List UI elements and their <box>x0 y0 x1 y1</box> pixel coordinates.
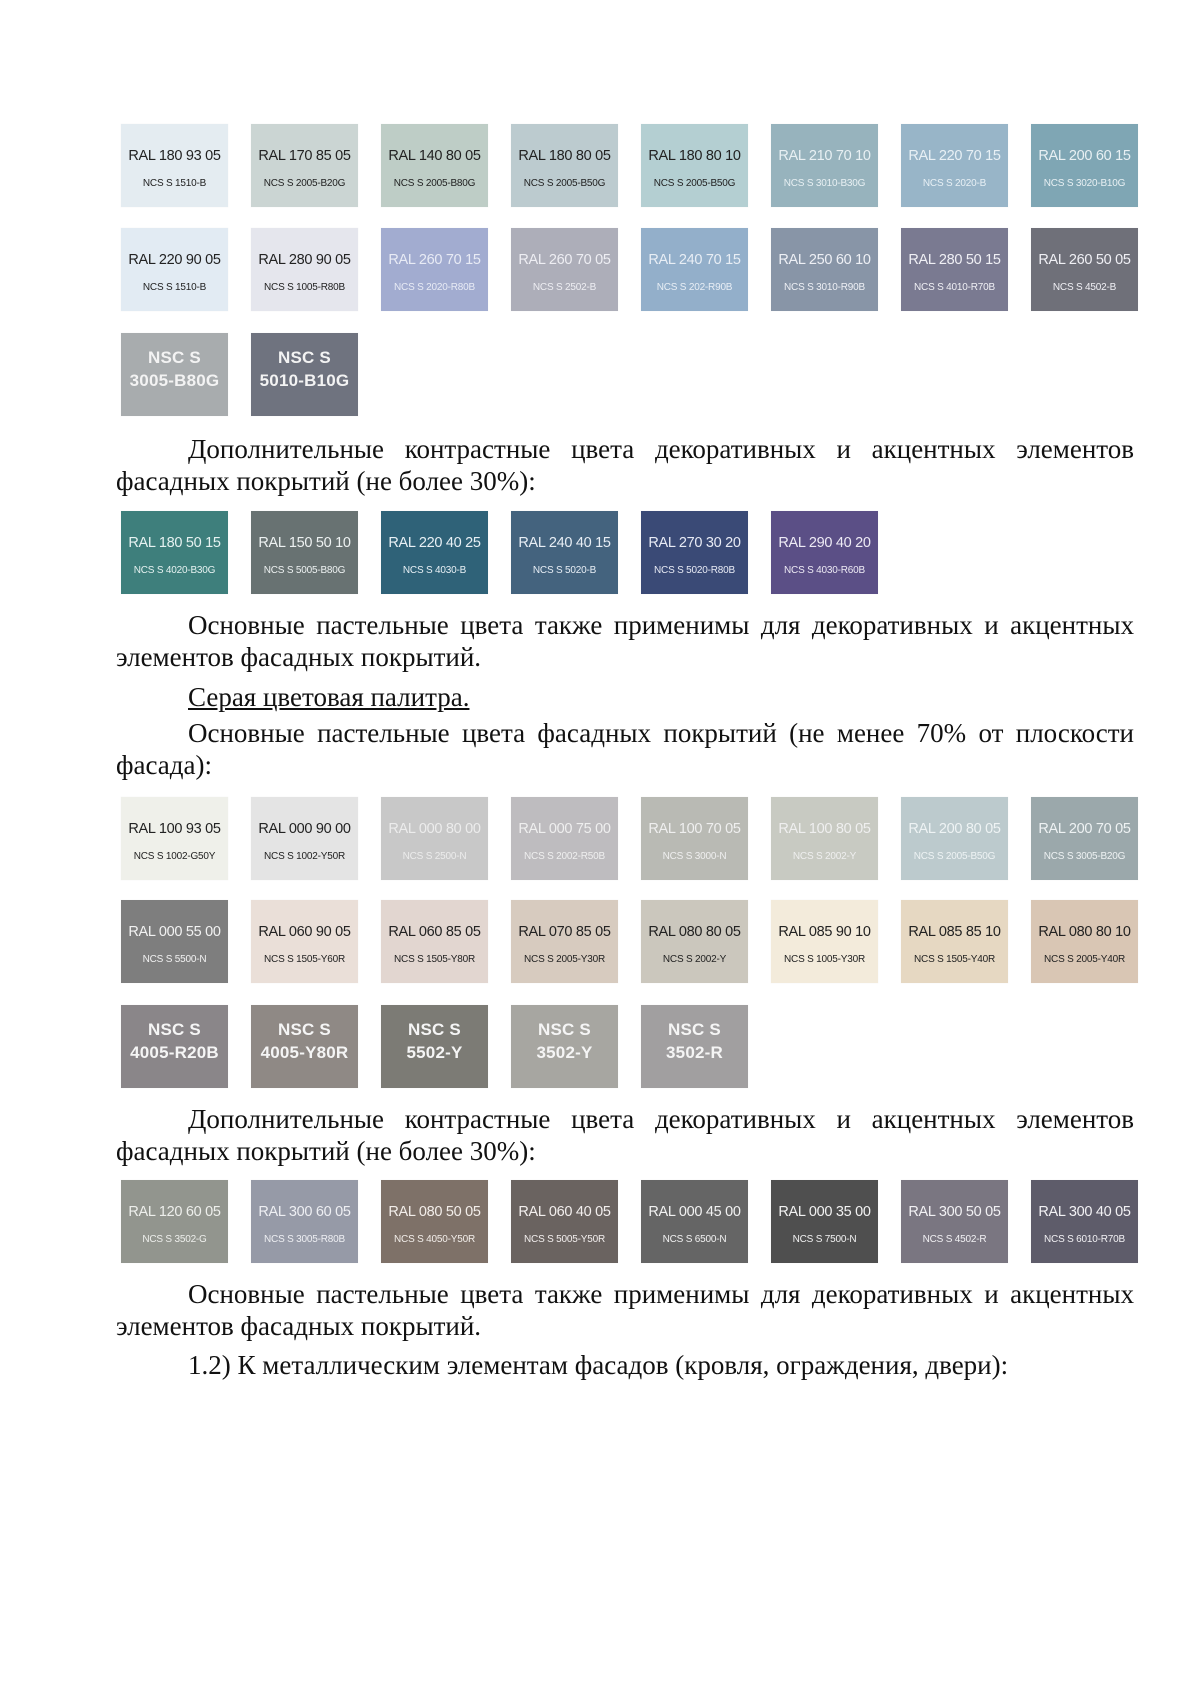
swatch-ncs-code: NCS S 1510-B <box>142 178 207 189</box>
color-swatch <box>901 900 1008 983</box>
swatch-ncs-code: NCS S 2005-Y40R <box>1044 954 1125 965</box>
swatch-ral-code: RAL 000 80 00 <box>388 821 481 837</box>
swatch-ncs-code: NCS S 1005-R80B <box>264 282 345 293</box>
swatch-ral-code: RAL 290 40 20 <box>778 535 871 551</box>
color-swatch <box>771 124 878 207</box>
color-swatch <box>121 124 228 207</box>
color-swatch <box>901 228 1008 311</box>
swatch-ral-code: RAL 140 80 05 <box>388 148 481 164</box>
swatch-ncs-code: NCS S 2002-R50B <box>524 851 605 862</box>
paragraph-contrast-2: Дополнительные контрастные цвета декоративных и акцентных элементов фасадных покрытий (не более 30%): <box>116 1104 1134 1166</box>
swatch-ral-code: RAL 180 80 10 <box>648 148 741 164</box>
swatch-ral-code: RAL 300 60 05 <box>258 1204 351 1220</box>
swatch-ral-code: RAL 080 80 05 <box>648 924 741 940</box>
swatch-ncs-code: NCS S 2002-Y <box>662 954 727 965</box>
color-swatch <box>381 1005 488 1088</box>
color-swatch <box>251 797 358 880</box>
swatch-ral-code: RAL 260 70 15 <box>388 252 481 268</box>
swatch-ncs-code: NCS S 2020-B <box>922 178 987 189</box>
color-swatch <box>381 124 488 207</box>
swatch-ncs-code: NCS S 2502-B <box>532 282 597 293</box>
swatch-label-line2: 4005-R20B <box>130 1043 219 1062</box>
paragraph-contrast-1: Дополнительные контрастные цвета декоративных и акцентных элементов фасадных покрытий (не более 30%): <box>116 434 1134 496</box>
swatch-label-line1: NSC S <box>408 1020 461 1039</box>
swatch-ral-code: RAL 250 60 10 <box>778 252 871 268</box>
swatch-ncs-code: NCS S 2005-B50G <box>653 178 736 189</box>
swatch-label-line1: NSC S <box>668 1020 721 1039</box>
swatch-label-line1: NSC S <box>278 348 331 367</box>
swatch-ncs-code: NCS S 1505-Y80R <box>394 954 475 965</box>
color-swatch <box>1031 228 1138 311</box>
swatch-ral-code: RAL 240 70 15 <box>648 252 741 268</box>
swatch-ral-code: RAL 220 40 25 <box>388 535 481 551</box>
color-swatch <box>251 228 358 311</box>
swatch-ral-code: RAL 180 80 05 <box>518 148 611 164</box>
swatch-ncs-code: NCS S 2005-Y30R <box>524 954 605 965</box>
swatch-ncs-code: NCS S 4502-R <box>922 1234 987 1245</box>
swatch-ral-code: RAL 060 40 05 <box>518 1204 611 1220</box>
swatch-ncs-code: NCS S 3010-B30G <box>783 178 866 189</box>
swatch-ral-code: RAL 200 70 05 <box>1038 821 1131 837</box>
swatch-ral-code: RAL 000 75 00 <box>518 821 611 837</box>
color-swatch <box>641 1180 748 1263</box>
swatch-label-line1: NSC S <box>278 1020 331 1039</box>
swatch-ral-code: RAL 070 85 05 <box>518 924 611 940</box>
swatch-ncs-code: NCS S 2005-B80G <box>393 178 476 189</box>
swatch-ncs-code: NCS S 3005-B20G <box>1043 851 1126 862</box>
color-swatch <box>121 1005 228 1088</box>
swatch-ral-code: RAL 210 70 10 <box>778 148 871 164</box>
swatch-ral-code: RAL 280 50 15 <box>908 252 1001 268</box>
color-swatch <box>121 228 228 311</box>
color-swatch <box>771 1180 878 1263</box>
color-swatch <box>641 511 748 594</box>
swatch-ral-code: RAL 220 90 05 <box>128 252 221 268</box>
swatch-ncs-code: NCS S 3502-G <box>142 1234 207 1245</box>
swatch-ral-code: RAL 240 40 15 <box>518 535 611 551</box>
swatch-ral-code: RAL 300 40 05 <box>1038 1204 1131 1220</box>
swatch-ral-code: RAL 000 45 00 <box>648 1204 741 1220</box>
paragraph-pastel-main-2: Основные пастельные цвета фасадных покрытий (не менее 70% от плоскости фасада): <box>116 718 1134 780</box>
section-heading-gray-palette: Серая цветовая палитра. <box>188 682 470 712</box>
swatch-ncs-code: NCS S 4030-R60B <box>784 565 865 576</box>
swatch-ncs-code: NCS S 4010-R70B <box>914 282 995 293</box>
swatch-ral-code: RAL 000 55 00 <box>128 924 221 940</box>
swatch-ral-code: RAL 280 90 05 <box>258 252 351 268</box>
swatch-ral-code: RAL 080 50 05 <box>388 1204 481 1220</box>
swatch-label-line2: 3502-Y <box>536 1043 593 1062</box>
swatch-ncs-code: NCS S 2005-B50G <box>913 851 996 862</box>
color-swatch <box>641 797 748 880</box>
swatch-ral-code: RAL 060 90 05 <box>258 924 351 940</box>
color-swatch <box>1031 900 1138 983</box>
color-swatch <box>901 124 1008 207</box>
swatch-ral-code: RAL 260 50 05 <box>1038 252 1131 268</box>
swatch-ncs-code: NCS S 202-R90B <box>656 282 733 293</box>
swatch-ral-code: RAL 170 85 05 <box>258 148 351 164</box>
swatch-ncs-code: NCS S 4030-B <box>402 565 467 576</box>
swatch-ncs-code: NCS S 1002-G50Y <box>133 851 216 862</box>
swatch-ncs-code: NCS S 2005-B50G <box>523 178 606 189</box>
color-swatch <box>511 900 618 983</box>
color-swatch <box>511 228 618 311</box>
color-swatch <box>771 511 878 594</box>
color-swatch <box>901 797 1008 880</box>
swatch-ncs-code: NCS S 7500-N <box>792 1234 857 1245</box>
swatch-label-line2: 3005-B80G <box>129 371 220 390</box>
color-swatch <box>1031 1180 1138 1263</box>
color-swatch <box>121 511 228 594</box>
swatch-ncs-code: NCS S 1505-Y60R <box>264 954 345 965</box>
paragraph-metal-elements: 1.2) К металлическим элементам фасадов (кровля, ограждения, двери): <box>188 1350 1009 1380</box>
color-swatch <box>121 797 228 880</box>
color-swatch <box>251 1180 358 1263</box>
swatch-ral-code: RAL 120 60 05 <box>128 1204 221 1220</box>
swatch-label-line1: NSC S <box>148 1020 201 1039</box>
swatch-label-line2: 5502-Y <box>406 1043 463 1062</box>
color-swatch <box>1031 124 1138 207</box>
swatch-ral-code: RAL 100 70 05 <box>648 821 741 837</box>
swatch-ncs-code: NCS S 5005-B80G <box>263 565 346 576</box>
color-swatch <box>381 228 488 311</box>
swatch-ncs-code: NCS S 5020-B <box>532 565 597 576</box>
swatch-ncs-code: NCS S 5500-N <box>142 954 207 965</box>
swatch-ncs-code: NCS S 4050-Y50R <box>394 1234 475 1245</box>
color-swatch <box>381 511 488 594</box>
color-swatch <box>641 124 748 207</box>
swatch-ncs-code: NCS S 2500-N <box>402 851 467 862</box>
swatch-label-line2: 3502-R <box>666 1043 723 1062</box>
color-swatch <box>381 900 488 983</box>
swatch-label-line1: NSC S <box>538 1020 591 1039</box>
color-swatch <box>121 1180 228 1263</box>
swatch-label-line2: 4005-Y80R <box>260 1043 349 1062</box>
color-swatch <box>511 797 618 880</box>
swatch-label-line1: NSC S <box>148 348 201 367</box>
swatch-ral-code: RAL 000 35 00 <box>778 1204 871 1220</box>
color-swatch <box>641 228 748 311</box>
color-swatch <box>641 1005 748 1088</box>
swatch-ncs-code: NCS S 5020-R80B <box>654 565 735 576</box>
color-swatch <box>121 333 228 416</box>
color-swatch <box>251 333 358 416</box>
swatch-ncs-code: NCS S 2020-R80B <box>394 282 475 293</box>
color-swatch <box>121 900 228 983</box>
color-swatch <box>901 1180 1008 1263</box>
swatch-ncs-code: NCS S 3005-R80B <box>264 1234 345 1245</box>
paragraph-pastel-applicable-1: Основные пастельные цвета также применимы для декоративных и акцентных элементов фасадных покрытий. <box>116 610 1134 672</box>
swatch-ral-code: RAL 085 90 10 <box>778 924 871 940</box>
color-swatch <box>771 797 878 880</box>
swatch-ncs-code: NCS S 3000-N <box>662 851 727 862</box>
color-swatch <box>771 900 878 983</box>
swatch-ral-code: RAL 300 50 05 <box>908 1204 1001 1220</box>
swatch-ncs-code: NCS S 3020-B10G <box>1043 178 1126 189</box>
color-swatch <box>251 511 358 594</box>
color-swatch <box>381 1180 488 1263</box>
swatch-ncs-code: NCS S 1505-Y40R <box>914 954 995 965</box>
swatch-ncs-code: NCS S 1002-Y50R <box>264 851 345 862</box>
swatch-ncs-code: NCS S 4020-B30G <box>133 565 216 576</box>
color-swatch <box>771 228 878 311</box>
swatch-ncs-code: NCS S 6500-N <box>662 1234 727 1245</box>
swatch-ral-code: RAL 100 93 05 <box>128 821 221 837</box>
swatch-ncs-code: NCS S 3010-R90B <box>784 282 865 293</box>
swatch-ral-code: RAL 270 30 20 <box>648 535 741 551</box>
swatch-ral-code: RAL 060 85 05 <box>388 924 481 940</box>
swatch-label-line2: 5010-B10G <box>259 371 350 390</box>
swatch-ral-code: RAL 200 60 15 <box>1038 148 1131 164</box>
swatch-ncs-code: NCS S 2002-Y <box>792 851 857 862</box>
swatch-ral-code: RAL 260 70 05 <box>518 252 611 268</box>
paragraph-pastel-applicable-2: Основные пастельные цвета также применимы для декоративных и акцентных элементов фасадных покрытий. <box>116 1279 1134 1341</box>
color-swatch <box>251 124 358 207</box>
swatch-ncs-code: NCS S 2005-B20G <box>263 178 346 189</box>
color-swatch <box>511 511 618 594</box>
color-swatch <box>511 1180 618 1263</box>
color-swatch <box>251 900 358 983</box>
color-swatch <box>641 900 748 983</box>
swatch-ncs-code: NCS S 5005-Y50R <box>524 1234 605 1245</box>
color-swatch <box>511 1005 618 1088</box>
swatch-ral-code: RAL 200 80 05 <box>908 821 1001 837</box>
swatch-ral-code: RAL 180 93 05 <box>128 148 221 164</box>
swatch-ncs-code: NCS S 4502-B <box>1052 282 1117 293</box>
color-swatch <box>1031 797 1138 880</box>
swatch-ncs-code: NCS S 6010-R70B <box>1044 1234 1125 1245</box>
swatch-ral-code: RAL 100 80 05 <box>778 821 871 837</box>
swatch-ral-code: RAL 220 70 15 <box>908 148 1001 164</box>
swatch-ral-code: RAL 000 90 00 <box>258 821 351 837</box>
color-swatch <box>511 124 618 207</box>
swatch-ral-code: RAL 150 50 10 <box>258 535 351 551</box>
swatch-ral-code: RAL 085 85 10 <box>908 924 1001 940</box>
swatch-ncs-code: NCS S 1005-Y30R <box>784 954 865 965</box>
swatch-ral-code: RAL 180 50 15 <box>128 535 221 551</box>
swatch-ncs-code: NCS S 1510-B <box>142 282 207 293</box>
color-swatch <box>381 797 488 880</box>
swatch-ral-code: RAL 080 80 10 <box>1038 924 1131 940</box>
color-swatch <box>251 1005 358 1088</box>
